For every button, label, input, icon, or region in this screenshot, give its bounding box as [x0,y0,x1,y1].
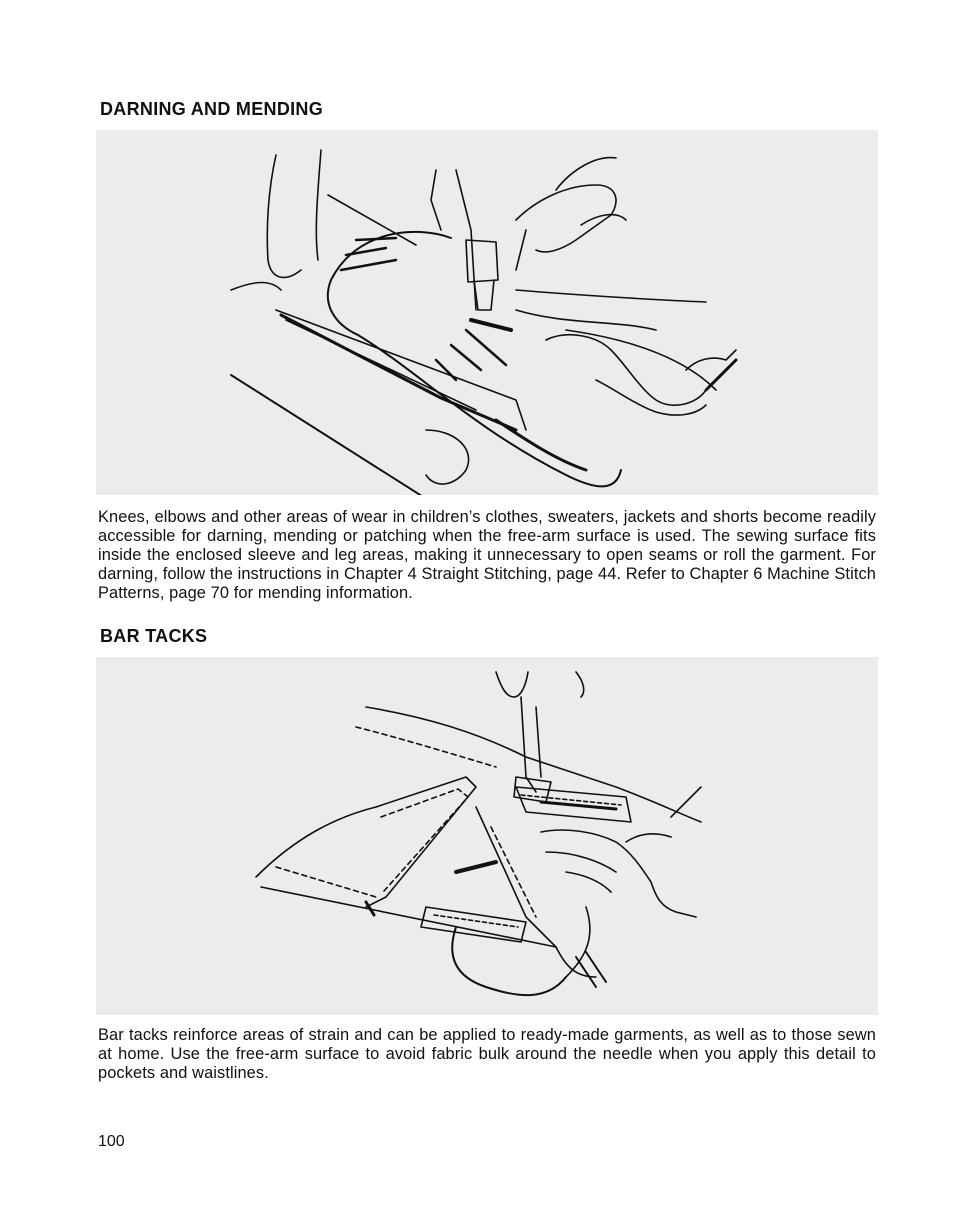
page-number: 100 [98,1133,125,1150]
bar-tacks-paragraph: Bar tacks reinforce areas of strain and can be applied to ready-made garments, as well as to those sewn at home. Use the free-arm surface to avoid fabric bulk around the needle when you apply this detail to pockets and waistlines. [98,1026,876,1082]
bar-tack-illustration [96,657,878,1015]
section-heading-darning: DARNING AND MENDING [100,99,324,119]
section-heading-bar-tacks: BAR TACKS [100,626,208,646]
darning-paragraph: Knees, elbows and other areas of wear in children’s clothes, sweaters, jackets and shorts become readily accessible for darning, mending or patching when the free-arm surface is used. The sewing surface fits inside the enclosed sleeve and leg areas, making it unnecessary to open seams or roll the garment. For darning, follow the instructions in Chapter 4 Straight Stitching, page 44. Refer to Chapter 6 Machine Stitch Patterns, page 70 for mending information. [98,508,876,602]
darning-illustration [96,130,878,495]
